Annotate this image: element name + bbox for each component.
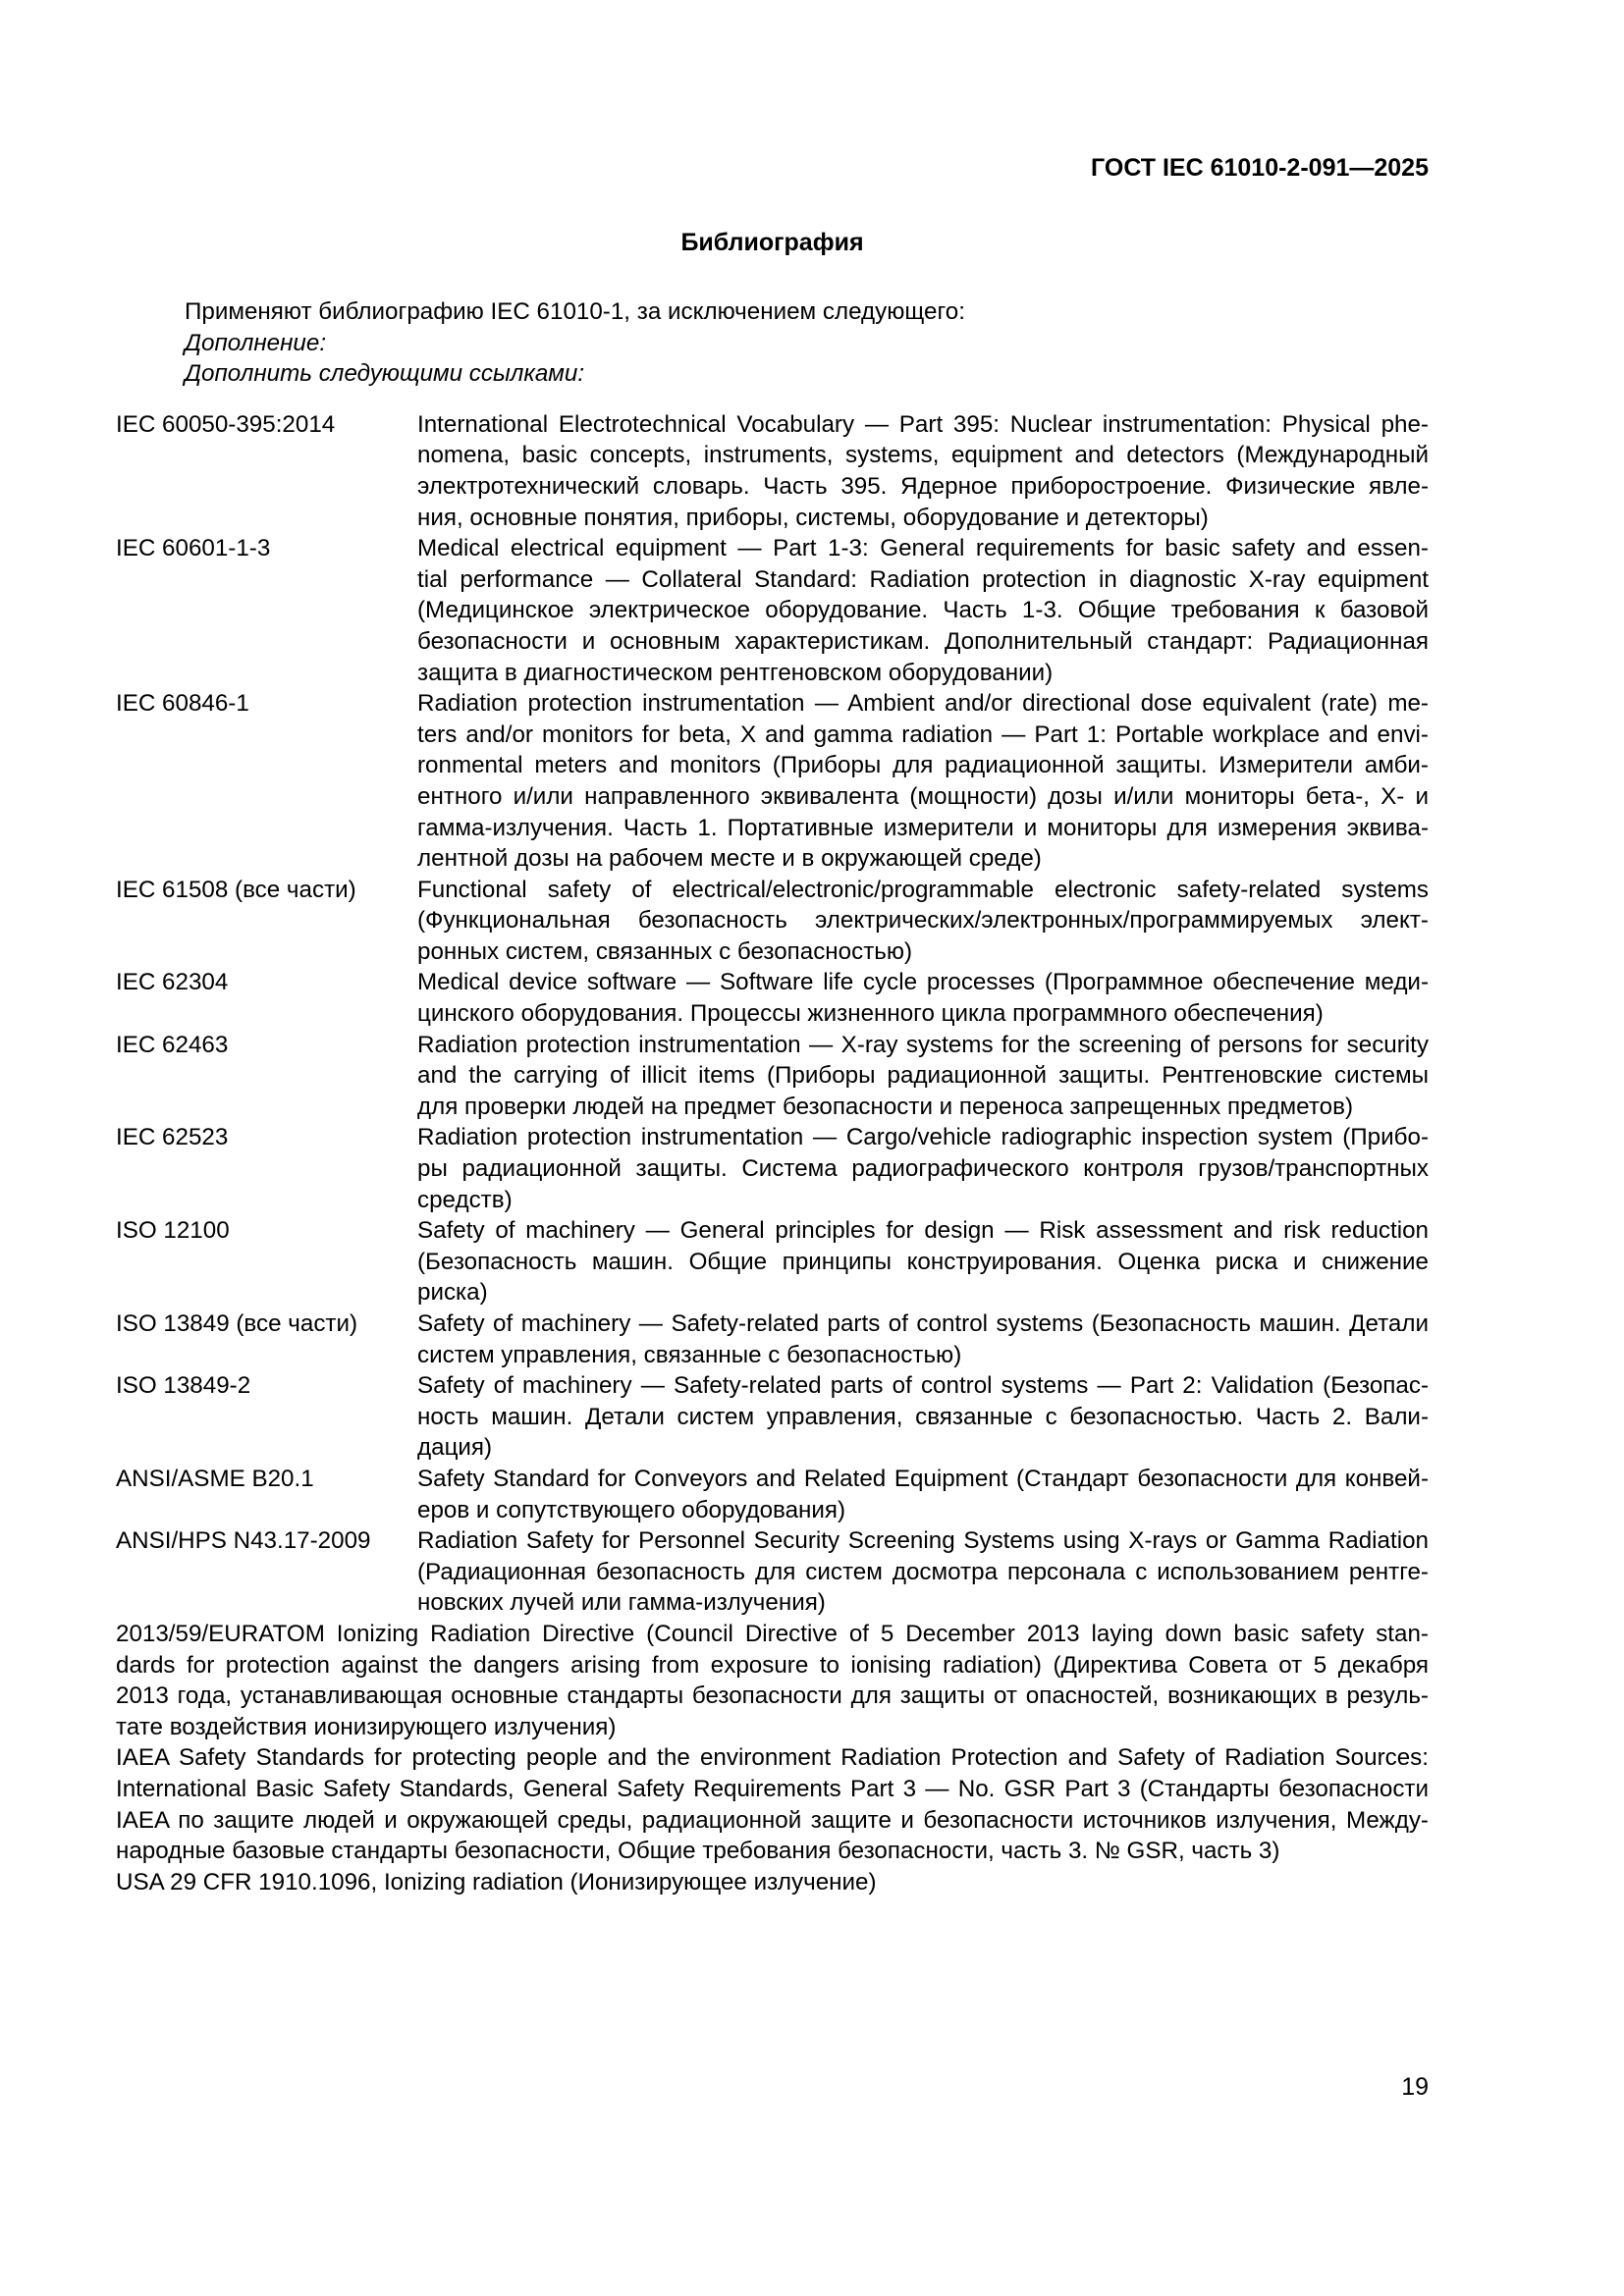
standard-description (417, 1464, 1429, 1525)
description-line: USA 29 CFR 1910.1096, Ionizing radiation (Ионизирующее излучение) (116, 1868, 877, 1896)
description-line: Medical electrical equipment — Part 1-3: General requirements for basic safety and essen- (417, 535, 1429, 562)
page-number: 19 (1401, 2073, 1429, 2101)
description-line: средств) (417, 1186, 513, 1213)
description-line: Functional safety of electrical/electronic/programmable electronic safety-related systems (417, 876, 1429, 903)
description-line: тате воздействия ионизирующего излучения) (116, 1713, 617, 1740)
description-line: защита в диагностическом рентгеновском оборудовании) (417, 659, 1054, 686)
standard-description (417, 967, 1429, 1029)
directives-section (116, 1619, 1429, 1897)
description-line: Radiation protection instrumentation — Cargo/vehicle radiographic inspection system (Прибо- (417, 1124, 1429, 1151)
bibliography-entry (116, 967, 1429, 1029)
description-line: еров и сопутствующего оборудования) (417, 1496, 846, 1523)
description-line: (Радиационная безопасность для систем досмотра персонала с использованием рентге- (417, 1558, 1429, 1585)
description-line: IAEA по защите людей и окружающей среды, радиационной защите и безопасности источников излучения, Между- (116, 1806, 1429, 1834)
description-line: Safety of machinery — Safety-related parts of control systems — Part 2: Validation (Безопас- (417, 1372, 1429, 1400)
bibliography-entry (116, 1215, 1429, 1308)
description-line: dards for protection against the dangers arising from exposure to ionising radiation) (Директива Совета от 5 декабря (116, 1651, 1429, 1679)
description-line: электротехнический словарь. Часть 395. Ядерное приборостроение. Физические явле- (417, 472, 1429, 500)
description-line: народные базовые стандарты безопасности, Общие требования безопасности, часть 3. № GSR, часть 3) (116, 1838, 1280, 1865)
bibliography-entry (116, 688, 1429, 875)
standard-id: IEC 62463 (116, 1031, 229, 1058)
standard-description (417, 1308, 1429, 1370)
description-line: Safety of machinery — General principles for design — Risk assessment and risk reduction (417, 1217, 1429, 1245)
standard-id: ISO 13849-2 (116, 1372, 251, 1400)
intro-section (116, 296, 1429, 390)
directive-paragraph (116, 1742, 1429, 1866)
standard-id: ISO 12100 (116, 1217, 230, 1245)
standard-description (417, 1122, 1429, 1215)
bibliography-entry (116, 1122, 1429, 1215)
description-line: систем управления, связанные с безопасностью) (417, 1341, 962, 1368)
document-code: ГОСТ IEC 61010-2-091—2025 (1091, 154, 1429, 182)
standard-id: ANSI/HPS N43.17-2009 (116, 1527, 371, 1555)
standard-description (417, 1215, 1429, 1308)
intro-addition-label: Дополнение: (185, 329, 327, 356)
description-line: лентной дозы на рабочем месте и в окружающей среде) (417, 845, 1042, 873)
bibliography-entry (116, 1030, 1429, 1123)
description-line: Radiation protection instrumentation — Ambient and/or directional dose equivalent (rate) me- (417, 690, 1429, 718)
description-line: цинского оборудования. Процессы жизненного цикла программного обеспечения) (417, 1000, 1324, 1028)
description-line: для проверки людей на предмет безопасности и переноса запрещенных предметов) (417, 1093, 1353, 1120)
directive-paragraph (116, 1619, 1429, 1742)
bibliography-entry (116, 1525, 1429, 1619)
description-line: tial performance — Collateral Standard: Radiation protection in diagnostic X-ray equipment (417, 565, 1429, 593)
bibliography-entry (116, 533, 1429, 688)
standard-id: IEC 62523 (116, 1124, 229, 1151)
page-title: Библиография (680, 229, 864, 256)
description-line: ния, основные понятия, приборы, системы, оборудование и детекторы) (417, 504, 1209, 531)
description-line: International Basic Safety Standards, General Safety Requirements Part 3 — No. GSR Part 3 (Стандарты безопасности (116, 1775, 1429, 1802)
bibliography-entry (116, 1464, 1429, 1525)
description-line: International Electrotechnical Vocabulary — Part 395: Nuclear instrumentation: Physical phe- (417, 410, 1429, 438)
bibliography-entry (116, 1308, 1429, 1370)
description-line: ры радиационной защиты. Система радиографического контроля грузов/транспортных (417, 1155, 1429, 1183)
description-line: дация) (417, 1434, 493, 1462)
standard-description (417, 1525, 1429, 1619)
description-line: (Функциональная безопасность электрических/электронных/программируемых элект- (417, 907, 1429, 934)
description-line: (Безопасность машин. Общие принципы конструирования. Оценка риска и снижение (417, 1248, 1429, 1275)
description-line: риска) (417, 1279, 488, 1307)
bibliography-entry (116, 1370, 1429, 1464)
bibliography-list (116, 409, 1429, 1619)
description-line: гамма-излучения. Часть 1. Портативные измерители и мониторы для измерения эквива- (417, 814, 1429, 841)
standard-id: IEC 60846-1 (116, 690, 249, 718)
description-line: ronmental meters and monitors (Приборы для радиационной защиты. Измерители амби- (417, 752, 1429, 779)
standard-description (417, 875, 1429, 968)
standard-id: ISO 13849 (все части) (116, 1310, 358, 1337)
standard-description (417, 688, 1429, 875)
description-line: Radiation protection instrumentation — X-ray systems for the screening of persons for security (417, 1031, 1429, 1058)
bibliography-entry (116, 409, 1429, 533)
description-line: новских лучей или гамма-излучения) (417, 1589, 826, 1617)
description-line: ентного и/или направленного эквивалента (мощности) дозы и/или мониторы бета-, X- и (417, 782, 1429, 810)
description-line: безопасности и основным характеристикам. Дополнительный стандарт: Радиационная (417, 627, 1429, 655)
intro-applies-text: Применяют библиографию IEC 61010-1, за исключением следующего: (185, 298, 965, 325)
intro-supplement-label: Дополнить следующими ссылками: (185, 360, 585, 388)
standard-id: IEC 60050-395:2014 (116, 410, 336, 438)
standard-id: ANSI/ASME B20.1 (116, 1465, 314, 1492)
standard-id: IEC 60601-1-3 (116, 535, 271, 562)
description-line: (Медицинское электрическое оборудование. Часть 1-3. Общие требования к базовой (417, 597, 1429, 624)
description-line: ронных систем, связанных с безопасностью) (417, 937, 913, 965)
directive-paragraph (116, 1867, 1429, 1898)
description-line: ters and/or monitors for beta, X and gamma radiation — Part 1: Portable workplace and envi- (417, 721, 1429, 748)
standard-description (417, 533, 1429, 688)
standard-description (417, 409, 1429, 533)
description-line: ность машин. Детали систем управления, связанные с безопасностью. Часть 2. Вали- (417, 1403, 1429, 1430)
bibliography-entry (116, 875, 1429, 968)
description-line: 2013 года, устанавливающая основные стандарты безопасности для защиты от опасностей, возникающих в резуль- (116, 1682, 1429, 1710)
standard-description (417, 1030, 1429, 1123)
description-line: nomena, basic concepts, instruments, systems, equipment and detectors (Международный (417, 442, 1429, 469)
description-line: Radiation Safety for Personnel Security Screening Systems using X-rays or Gamma Radiation (417, 1527, 1429, 1555)
description-line: IAEA Safety Standards for protecting people and the environment Radiation Protection and Safety of Radiation Sources: (116, 1744, 1429, 1772)
description-line: 2013/59/EURATOM Ionizing Radiation Directive (Council Directive of 5 December 2013 laying down basic safety stan- (116, 1620, 1429, 1647)
description-line: and the carrying of illicit items (Приборы радиационной защиты. Рентгеновские системы (417, 1062, 1429, 1090)
standard-id: IEC 61508 (все части) (116, 876, 356, 903)
description-line: Safety of machinery — Safety-related parts of control systems (Безопасность машин. Детали (417, 1310, 1429, 1337)
standard-id: IEC 62304 (116, 969, 229, 996)
description-line: Safety Standard for Conveyors and Related Equipment (Стандарт безопасности для конвей- (417, 1465, 1429, 1492)
standard-description (417, 1370, 1429, 1464)
description-line: Medical device software — Software life cycle processes (Программное обеспечение меди- (417, 969, 1429, 996)
